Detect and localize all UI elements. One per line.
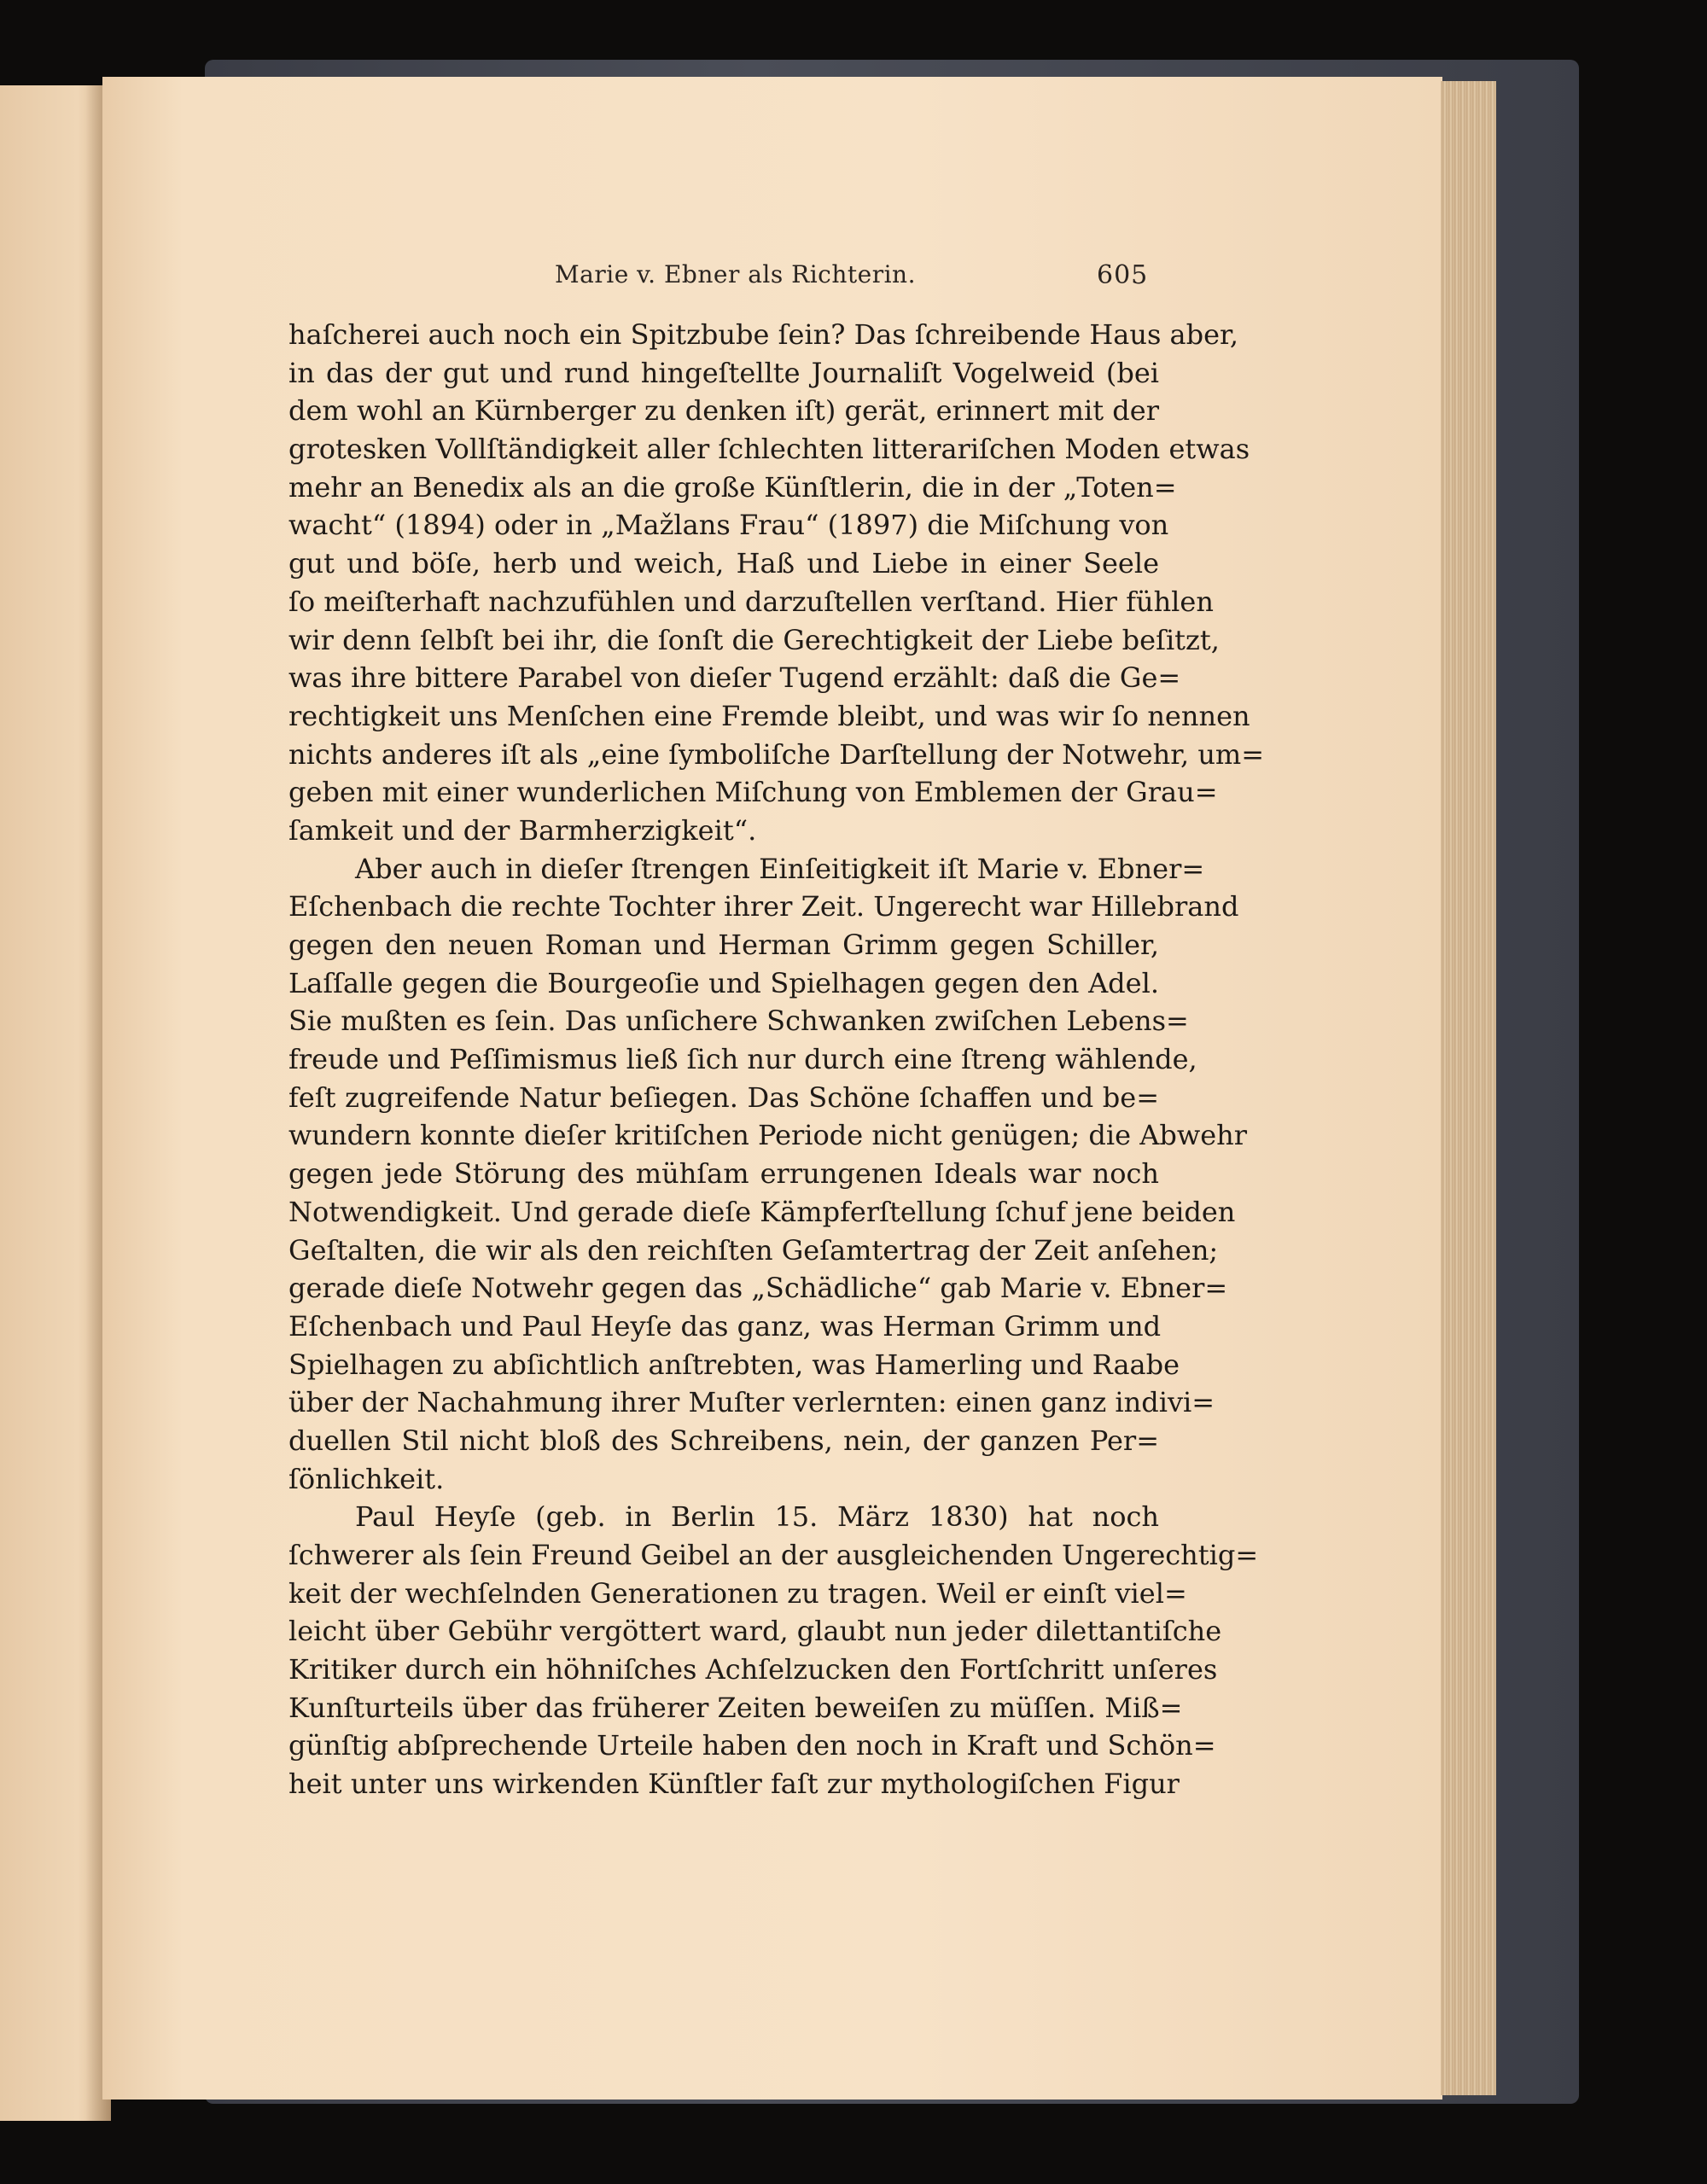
page-number: 605 — [1097, 260, 1149, 290]
text-line: geben mit einer wunderlichen Miſchung von Emblemen der Grau= — [288, 776, 1218, 809]
text-line: wacht“ (1894) oder in „Mažlans Frau“ (1897) die Miſchung von — [288, 509, 1169, 542]
text-line: ſo meiſterhaft nachzufühlen und darzuſtellen verſtand. Hier fühlen — [288, 585, 1214, 618]
text-line: Kunſturteils über das früherer Zeiten beweiſen zu müſſen. Miß= — [288, 1691, 1183, 1724]
text-line: Notwendigkeit. Und gerade dieſe Kämpferſtellung ſchuf jene beiden — [288, 1195, 1236, 1228]
text-line: gegen den neuen Roman und Herman Grimm gegen Schiller, — [288, 929, 1159, 961]
text-line: Eſchenbach und Paul Heyſe das ganz, was Herman Grimm und — [288, 1309, 1162, 1342]
text-line: mehr an Benedix als an die große Künſtlerin, die in der „Toten= — [288, 470, 1177, 504]
page-header — [102, 260, 1442, 303]
text-line: ſönlichkeit. — [288, 1462, 445, 1495]
text-line: heit unter uns wirkenden Künſtler faſt zur mythologiſchen Figur — [288, 1768, 1180, 1801]
text-line: über der Nachahmung ihrer Muſter verlernten: einen ganz indivi= — [288, 1386, 1215, 1419]
text-line: wundern konnte dieſer kritiſchen Periode nicht genügen; die Abwehr — [288, 1119, 1248, 1152]
text-line: Aber auch in dieſer ſtrengen Einſeitigkeit iſt Marie v. Ebner= — [355, 852, 1205, 885]
text-line: was ihre bittere Parabel von dieſer Tugend erzählt: daß die Ge= — [288, 661, 1181, 695]
text-line: grotesken Vollſtändigkeit aller ſchlechten litterariſchen Moden etwas — [288, 433, 1250, 466]
text-line: rechtigkeit uns Menſchen eine Fremde bleibt, und was wir ſo nennen — [288, 699, 1250, 732]
text-line: duellen Stil nicht bloß des Schreibens, nein, der ganzen Per= — [288, 1424, 1159, 1457]
text-line: freude und Peſſimismus ließ ſich nur durch eine ſtreng wählende, — [288, 1043, 1197, 1076]
text-line: nichts anderes iſt als „eine ſymboliſche Darſtellung der Notwehr, um= — [288, 737, 1265, 771]
text-line: gerade dieſe Notwehr gegen das „Schädliche“ gab Marie v. Ebner= — [288, 1272, 1228, 1305]
text-line: ſamkeit und der Barmherzigkeit“. — [288, 813, 757, 847]
page-edges — [1441, 81, 1496, 2095]
text-line: leicht über Gebühr vergöttert ward, glaubt nun jeder dilettantiſche — [288, 1615, 1222, 1648]
text-line: gegen jede Störung des mühſam errungenen Ideals war noch — [288, 1157, 1159, 1191]
text-line: Paul Heyſe (geb. in Berlin 15. März 1830) hat noch — [355, 1500, 1159, 1534]
text-line: gut und böſe, herb und weich, Haß und Liebe in einer Seele — [288, 547, 1159, 580]
text-line: Sie mußten es ſein. Das unſichere Schwanken zwiſchen Lebens= — [288, 1005, 1189, 1038]
text-line: haſcherei auch noch ein Spitzbube ſein? Das ſchreibende Haus aber, — [288, 318, 1238, 351]
text-line: Kritiker durch ein höhniſches Achſelzucken den Fortſchritt unſeres — [288, 1653, 1218, 1686]
text-line: günſtig abſprechende Urteile haben den noch in Kraft und Schön= — [288, 1729, 1216, 1762]
text-line: wir denn ſelbſt bei ihr, die ſonſt die Gerechtigkeit der Liebe beſitzt, — [288, 623, 1220, 656]
text-line: ſchwerer als ſein Freund Geibel an der ausgleichenden Ungerechtig= — [288, 1539, 1259, 1571]
text-line: Eſchenbach die rechte Tochter ihrer Zeit. Ungerecht war Hillebrand — [288, 890, 1239, 923]
text-line: keit der wechſelnden Generationen zu tragen. Weil er einſt viel= — [288, 1576, 1187, 1610]
text-line: Geſtalten, die wir als den reichſten Geſamtertrag der Zeit anſehen; — [288, 1233, 1219, 1267]
running-title: Marie v. Ebner als Richterin. — [555, 260, 916, 288]
text-line: Laſſalle gegen die Bourgeoſie und Spielhagen gegen den Adel. — [288, 966, 1159, 999]
body-text — [288, 316, 1265, 1803]
text-line: Spielhagen zu abſichtlich anſtrebten, was Hamerling und Raabe — [288, 1348, 1180, 1381]
text-line: in das der gut und rund hingeſtellte Journaliſt Vogelweid (bei — [288, 356, 1159, 389]
text-line: feſt zugreifende Natur beſiegen. Das Schöne ſchaffen und be= — [288, 1080, 1159, 1114]
text-line: dem wohl an Kürnberger zu denken iſt) gerät, erinnert mit der — [288, 394, 1159, 428]
